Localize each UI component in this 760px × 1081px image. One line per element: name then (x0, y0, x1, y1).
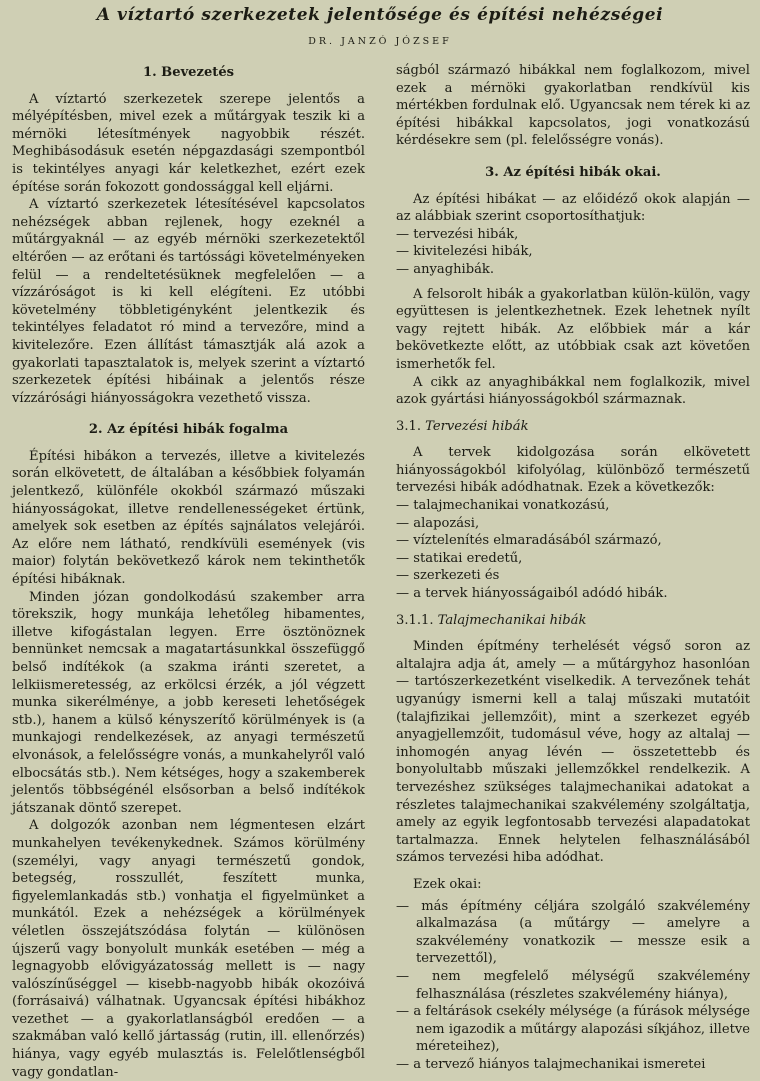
subsection-3-1-1-heading (396, 612, 750, 630)
list-item: — anyaghibák. (396, 261, 750, 279)
article-title: A víztartó szerkezetek jelentősége és építési nehézségei (96, 5, 664, 25)
subsection-title: Talajmechanikai hibák (437, 612, 587, 628)
list-item: — a tervek hiányosságaiból adódó hibák. (396, 585, 750, 603)
list-item: — víztelenítés elmaradásából származó, (396, 532, 750, 550)
subsection-number: 3.1. (396, 418, 421, 434)
paragraph: Minden építmény terhelését végső soron az altalajra adja át, amely — a műtárgyhoz hasonlóan — tartószerkezetként viselkedik. A tervezőnek tehát ugyanúgy ismerni kell a talaj műszaki mutatóit (talajfizikai jellemzőit), mint a szerkezet egyéb anyagjellemzőit, tudomásul véve, hogy az altalaj — inhomogén anyag lévén — összetettebb és bonyolultabb műszaki jellemzőkkel rendelkezik. A tervezéshez szükséges talajmechanikai adatokat a részletes talajmechanikai szakvélemény szolgáltatja, amely az egyik legfontosabb tervezési alapadatokat tartalmazza. Ennek helytelen felhasználásából számos tervezési hiba adódhat. (396, 639, 750, 866)
hiba-okok-list (396, 226, 750, 279)
tervezesi-hibak-list (396, 497, 750, 603)
paragraph: A cikk az anyaghibákkal nem foglalkozik, mivel azok gyártási hiányosságokból származnak. (396, 374, 750, 408)
section-1-heading: 1. Bevezetés (142, 65, 235, 80)
paragraph: Minden józan gondolkodású szakember arra törekszik, hogy munkája lehetőleg hibamentes, illetve kifogástalan legyen. Erre ösztönöznek bennünket nemcsak a magatartásunkkal összefüggő belső indítékok (a szakma iránti szeretet, a lelkiismeretesség, az erkölcsi érzék, a jól végzett munka sikerélménye, a jobb kereseti lehetőségek stb.), hanem a külső kényszerítő körülmények is (a munkajogi rendelkezések, az anyagi természetű elvonások, a felelősségre vonás, a munkahelyről való elbocsátás stb.). Nem kétséges, hogy a szakemberek jelentős többségénél elsősorban a belső indítékok játszanak döntő szerepet. (12, 589, 365, 816)
list-item: — talajmechanikai vonatkozású, (396, 497, 750, 515)
left-column (12, 62, 365, 1081)
talajmechanikai-okok-list (396, 898, 750, 1074)
paragraph: Az építési hibákat — az előidéző okok alapján — az alábbiak szerint csoportosíthatjuk: (396, 191, 750, 225)
subsection-title: Tervezési hibák (425, 418, 529, 434)
list-item: — kivitelezési hibák, (396, 243, 750, 261)
list-item: — más építmény céljára szolgáló szakvélemény alkalmazása (a műtárgy — amelyre a szakvélemény vonatkozik — messze esik a tervezettől), (396, 898, 750, 968)
paragraph: A víztartó szerkezetek létesítésével kapcsolatos nehézségek abban rejlenek, hogy ezeknél a műtárgyaknál — az egyéb mérnöki szerkezetektől eltérően — az erőtani és tartóssági követelményeken felül — a rendeltetésüknek megfelelően — a vízzáróságot is ki kell elégíteni. Ez utóbbi követelmény többletigényként jelentkezik és tekintélyes feladatot ró mind a tervezőre, mind a kivitelezőre. Ezen állítást támasztják alá azok a gyakorlati tapasztalatok is, melyek szerint a víztartó szerkezetek építési hibáinak a jelentős része vízzárósági hiányosságokra vezethető vissza. (12, 197, 365, 406)
paragraph: A tervek kidolgozása során elkövetett hiányosságokból kifolyólag, különböző természetű tervezési hibák adódhatnak. Ezek a következők: (396, 445, 750, 496)
right-column (396, 62, 750, 1073)
subsection-3-1-heading (396, 418, 750, 436)
list-item: — alapozási, (396, 515, 750, 533)
subsection-number: 3.1.1. (396, 612, 434, 628)
paragraph: A dolgozók azonban nem légmentesen elzárt munkahelyen tevékenykednek. Számos körülmény (személyi, vagy anyagi természetű gondok, betegség, rosszullét, feszített munka, figyelemlankadás stb.) vonhatja el figyelmünket a munkától. Ezek a nehézségek a körülmények véletlen összejátszódása folytán — különösen újszerű vagy bonyolult munkák esetében — még a legnagyobb elővigyázatosság mellett is — nagy valószínűséggel — kisebb-nagyobb hibák okozóivá (forrásaivá) válhatnak. Ugyancsak építési hibákhoz vezethet — a gyakorlatlanságból eredően — a szakmában való kellő jártasság (rutin, ill. ellenőrzés) hiánya, vagy egyéb mulasztás is. Felelőtlenségből vagy gondatlan- (12, 818, 365, 1080)
paragraph: A felsorolt hibák a gyakorlatban külön-külön, vagy együttesen is jelentkezhetnek. Ezek lehetnek nyílt vagy rejtett hibák. Az előbbiek már a kár bekövetkezte előtt, az utóbbiak csak azt követően ismerhetők fel. (396, 286, 750, 372)
okai-lead: Ezek okai: (413, 876, 482, 892)
paragraph: Építési hibákon a tervezés, illetve a kivitelezés során elkövetett, de általában a későbbiek folyamán jelentkező, különféle okokból származó műszaki hiányosságokat, illetve rendellenességeket értünk, amelyek sok esetben az építés sajnálatos velejárói. Az előre nem látható, rendkívüli események (vis maior) folytán bekövetkező károk nem tekinthetők építési hibáknak. (12, 448, 365, 588)
section-3-heading: 3. Az építési hibák okai. (485, 164, 661, 180)
paragraph: A víztartó szerkezetek szerepe jelentős a mélyépítésben, mivel ezek a műtárgyak teszik ki a mérnöki létesítmények nagyobbik részét. Meghibásodásuk esetén népgazdasági szempontból is tekintélyes anyagi kár keletkezhet, ezért ezek építése során fokozott gondossággal kell eljárni. (12, 91, 365, 195)
list-item: — tervezési hibák, (396, 226, 750, 244)
list-item: — statikai eredetű, (396, 550, 750, 568)
list-item: — a tervező hiányos talajmechanikai ismeretei (396, 1056, 750, 1074)
section-2-heading: 2. Az építési hibák fogalma (88, 422, 289, 438)
list-item: — szerkezeti és (396, 567, 750, 585)
list-item: — nem megfelelő mélységű szakvélemény felhasználása (részletes szakvélemény hiánya), (396, 968, 750, 1003)
paragraph-continued: ságból származó hibákkal nem foglalkozom, mivel ezek a mérnöki gyakorlatban rendkívül kis mértékben fordulnak elő. Ugyancsak nem térek ki az építési hibákkal kapcsolatos, jogi vonatkozású kérdésekre sem (pl. felelősségre vonás). (396, 63, 750, 149)
list-item: — a feltárások csekély mélysége (a fúrások mélysége nem igazodik a műtárgy alapozási síkjához, illetve méreteihez), (396, 1003, 750, 1056)
author-name: DR. JANZÓ JÓZSEF (308, 36, 452, 47)
